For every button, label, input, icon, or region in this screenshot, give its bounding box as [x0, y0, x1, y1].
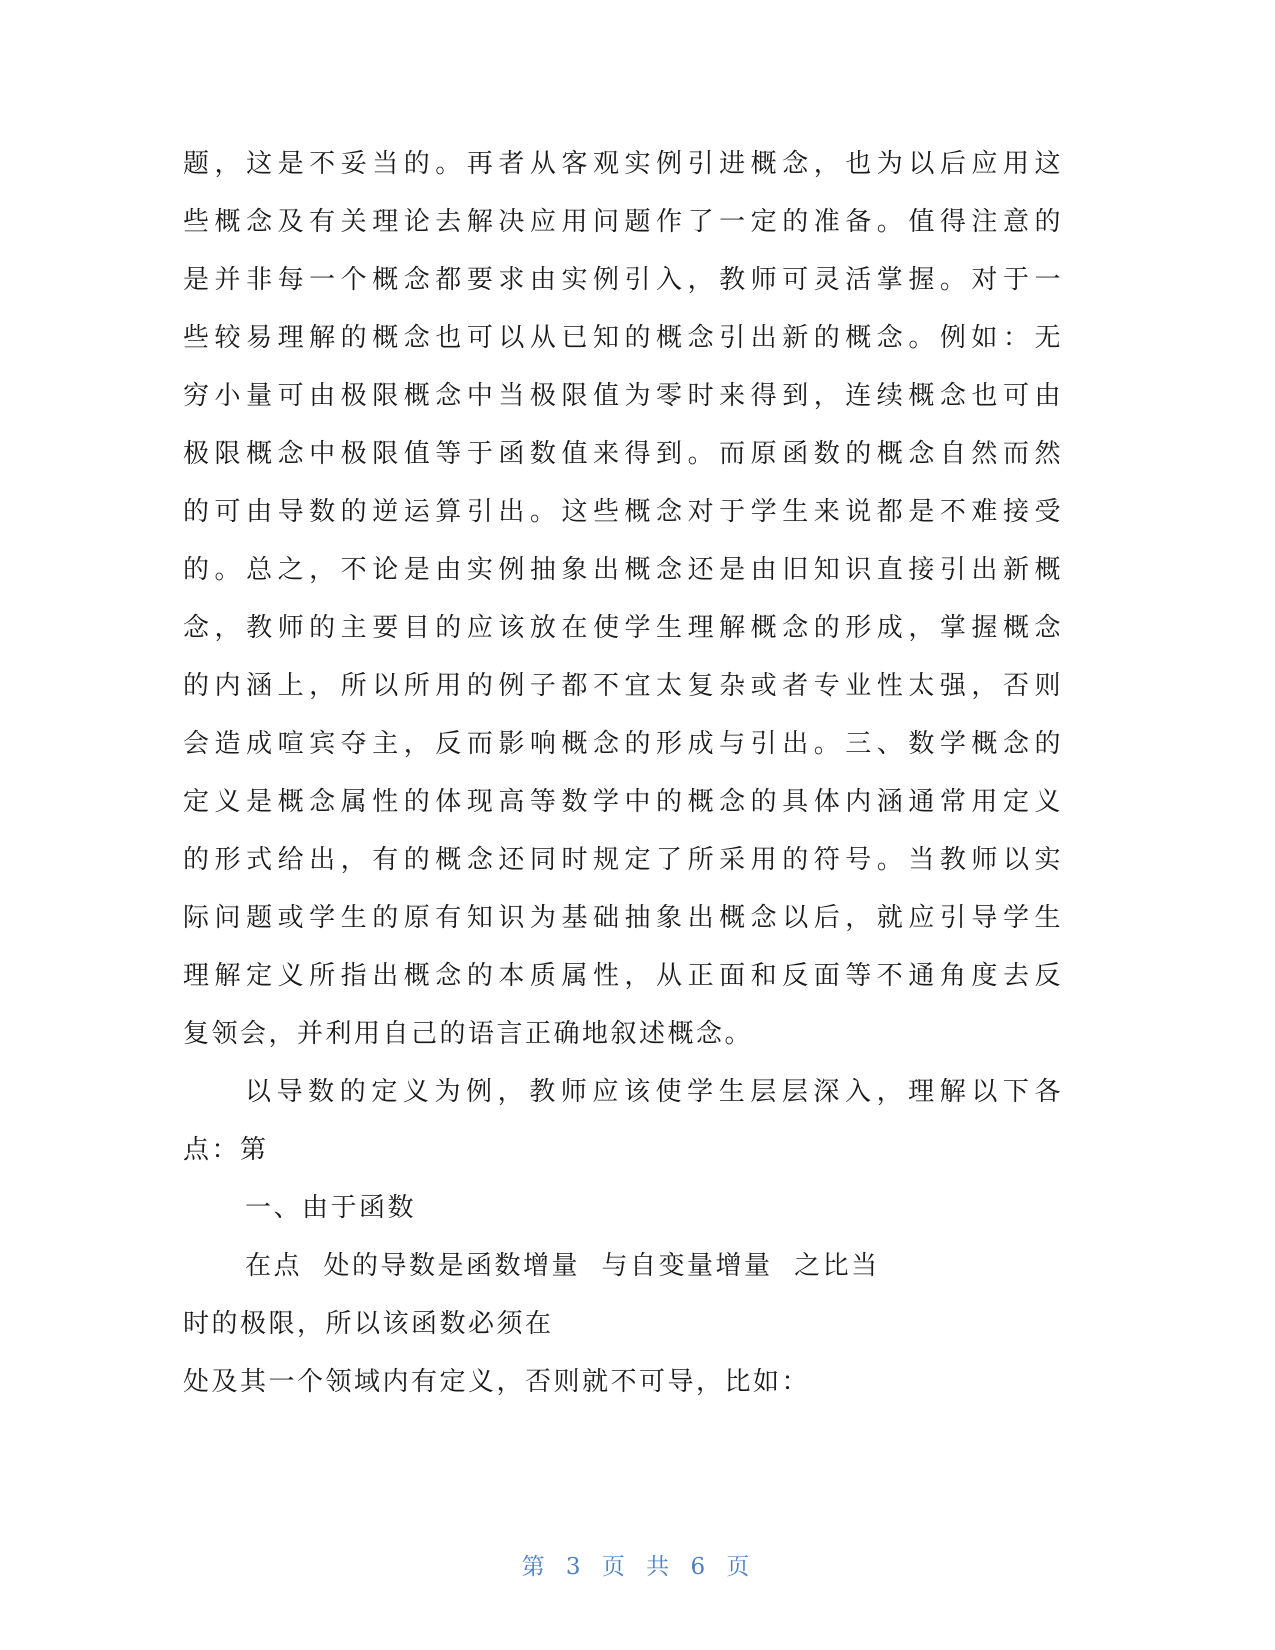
text-line: 理解定义所指出概念的本质属性，从正面和反面等不通角度去反 [183, 961, 1063, 991]
text-line: 些概念及有关理论去解决应用问题作了一定的准备。值得注意的 [183, 207, 1063, 237]
text-line: 的内涵上，所以所用的例子都不宜太复杂或者专业性太强，否则 [183, 671, 1063, 701]
text-line: 会造成喧宾夺主，反而影响概念的形成与引出。三、数学概念的 [183, 729, 1063, 759]
text-line: 以导数的定义为例，教师应该使学生层层深入，理解以下各 [245, 1077, 1063, 1107]
text-line: 复领会，并利用自己的语言正确地叙述概念。 [183, 1019, 754, 1049]
text-line: 极限概念中极限值等于函数值来得到。而原函数的概念自然而然 [183, 439, 1063, 469]
text-line: 穷小量可由极限概念中当极限值为零时来得到，连续概念也可由 [183, 381, 1063, 411]
text-line: 点：第 [183, 1135, 269, 1165]
text-line: 些较易理解的概念也可以从已知的概念引出新的概念。例如：无 [183, 323, 1063, 353]
text-line: 的。总之，不论是由实例抽象出概念还是由旧知识直接引出新概 [183, 555, 1063, 585]
text-line: 时的极限，所以该函数必须在 [183, 1309, 554, 1339]
text-line: 的形式给出，有的概念还同时规定了所采用的符号。当教师以实 [183, 845, 1063, 875]
text-line: 定义是概念属性的体现高等数学中的概念的具体内涵通常用定义 [183, 787, 1063, 817]
page-footer: 第 3 页 共 6 页 [521, 1554, 754, 1580]
text-line: 是并非每一个概念都要求由实例引入，教师可灵活掌握。对于一 [183, 265, 1063, 295]
text-line: 处及其一个领域内有定义，否则就不可导，比如： [183, 1367, 811, 1397]
text-line: 题，这是不妥当的。再者从客观实例引进概念，也为以后应用这 [183, 149, 1063, 179]
text-line: 的可由导数的逆运算引出。这些概念对于学生来说都是不难接受 [183, 497, 1063, 527]
section-heading: 一、由于函数 [245, 1193, 417, 1223]
text-line: 际问题或学生的原有知识为基础抽象出概念以后，就应引导学生 [183, 903, 1063, 933]
text-line: 在点 处的导数是函数增量 与自变量增量 之比当 [245, 1251, 880, 1281]
text-line: 念，教师的主要目的应该放在使学生理解概念的形成，掌握概念 [183, 613, 1063, 643]
